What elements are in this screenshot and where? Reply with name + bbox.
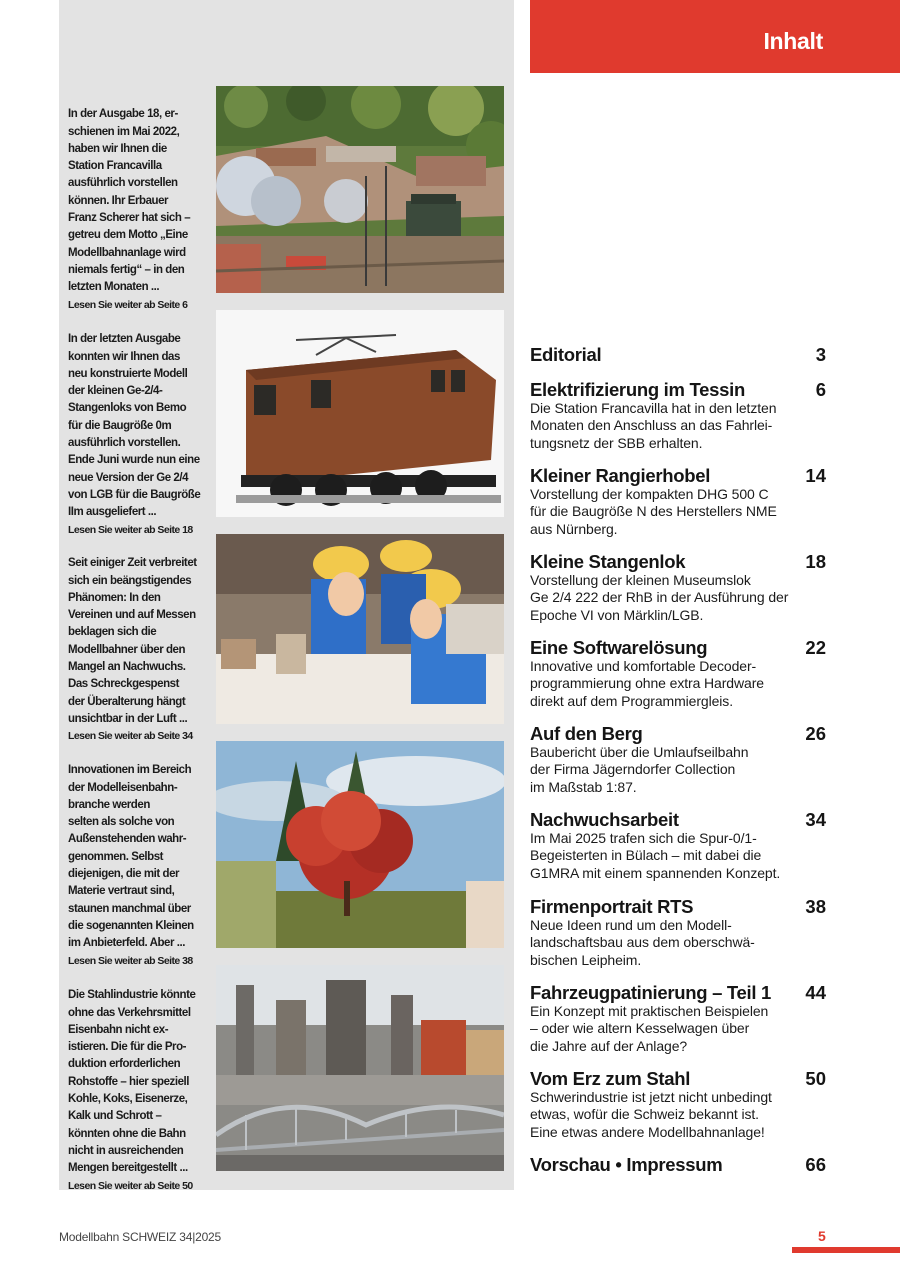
teaser-body: In der letzten Ausgabe konnten wir Ihnen das neu konstruierte Modell der kleinen Ge-2/4- Stangenloks von Bemo für die Baugröße 0m ausführlich vorstellen. Ende Juni wurde nun eine neue Version der Ge 2/4 von LGB für die Baugröße IIm ausgeliefert ... (68, 333, 201, 519)
toc-description: Vorstellung der kompakten DHG 500 C für die Baugröße N des Herstellers NME aus Nürnberg. (530, 486, 777, 537)
red-model-tree-photo[interactable] (216, 741, 504, 948)
toc-page-number: 6 (815, 379, 826, 400)
teaser-body: Die Stahlindustrie könnte ohne das Verkehrsmittel Eisenbahn nicht ex- istieren. Die für die Pro- duktion erforderlichen Rohstoffe – hier speziell Kohle, Koks, Eisenerze, Kalk und Schrott – könnten ohne die Bahn nicht in ausreichenden Mengen bereitgestellt ... (68, 989, 196, 1175)
toc-description: Im Mai 2025 trafen sich die Spur-0/1- Begeisterten in Bülach – mit dabei die G1MRA mit einem spannenden Konzept. (530, 830, 781, 881)
toc-title: Fahrzeugpatinierung – Teil 1 (530, 982, 772, 1003)
teaser-read-more-link[interactable]: Lesen Sie weiter ab Seite 6 (68, 298, 188, 311)
teaser-text (68, 745, 204, 987)
teaser-read-more-link[interactable]: Lesen Sie weiter ab Seite 50 (68, 1179, 193, 1192)
toc-entry[interactable] (530, 344, 826, 366)
footer-accent-bar (792, 1247, 900, 1253)
toc-entry[interactable] (530, 723, 826, 796)
toc-description: Baubericht über die Umlaufseilbahn der Firma Jägerndorfer Collection im Maßstab 1:87. (530, 744, 749, 795)
toc-description: Innovative und komfortable Decoder- programmierung ohne extra Hardware direkt auf dem Programmiergleis. (530, 658, 764, 709)
toc-description: Vorstellung der kleinen Museumslok Ge 2/4 222 der RhB in der Ausführung der Epoche VI von Märklin/LGB. (530, 572, 789, 623)
footer-magazine-name: Modellbahn SCHWEIZ 34|2025 (59, 1230, 222, 1244)
toc-title: Kleiner Rangierhobel (530, 465, 711, 486)
toc-entry[interactable] (530, 1154, 826, 1176)
toc-title: Nachwuchsarbeit (530, 809, 679, 830)
toc-title: Eine Softwarelösung (530, 637, 708, 658)
brown-electric-locomotive-photo[interactable] (216, 310, 504, 517)
toc-entry[interactable] (530, 465, 826, 538)
toc-page-number: 44 (805, 982, 826, 1003)
toc-page-number: 66 (805, 1154, 826, 1175)
toc-title: Vorschau • Impressum (530, 1154, 723, 1175)
teaser-body: Innovationen im Bereich der Modelleisenbahn- branche werden selten als solche von Außenstehenden wahr- genommen. Selbst diejenigen, die mit der Materie vertraut sind, staunen manchmal über die sogenannten Kleinen im Anbieterfeld. Aber ... (68, 764, 194, 950)
steel-plant-model-photo[interactable] (216, 965, 504, 1171)
teaser-text (68, 538, 204, 763)
toc-entry[interactable] (530, 637, 826, 710)
children-building-models-photo[interactable] (216, 534, 504, 724)
teaser-column (59, 0, 514, 1190)
footer-page-number: 5 (818, 1228, 826, 1244)
toc-description: Schwerindustrie ist jetzt nicht unbedingt etwas, wofür die Schweiz bekannt ist. Eine etwas andere Modellbahnanlage! (530, 1089, 772, 1140)
teaser-read-more-link[interactable]: Lesen Sie weiter ab Seite 38 (68, 954, 193, 967)
section-header-bar (530, 0, 900, 73)
toc-page-number: 14 (805, 465, 826, 486)
teaser-text (68, 314, 204, 556)
toc-entry[interactable] (530, 1068, 826, 1141)
toc-title: Editorial (530, 344, 602, 365)
toc-page-number: 22 (805, 637, 826, 658)
toc-title: Kleine Stangenlok (530, 551, 686, 572)
toc-title: Auf den Berg (530, 723, 643, 744)
toc-title: Elektrifizierung im Tessin (530, 379, 745, 400)
toc-entry[interactable] (530, 896, 826, 969)
toc-page-number: 26 (805, 723, 826, 744)
teaser-body: Seit einiger Zeit verbreitet sich ein beängstigendes Phänomen: In den Vereinen und auf Messen beklagen sich die Modellbahner über den Mangel an Nachwuchs. Das Schreckgespenst der Überalterung hängt unsichtbar in der Luft ... (68, 557, 197, 725)
toc-description: Neue Ideen rund um den Modell- landschaftsbau aus dem oberschwä- bischen Leipheim. (530, 917, 755, 968)
toc-entry[interactable] (530, 379, 826, 452)
toc-page-number: 18 (805, 551, 826, 572)
toc-page-number: 38 (805, 896, 826, 917)
teaser-text (68, 970, 204, 1212)
toc-page-number: 3 (815, 344, 826, 365)
model-railway-station-photo[interactable] (216, 86, 504, 293)
teaser-body: In der Ausgabe 18, er- schienen im Mai 2022, haben wir Ihnen die Station Francavilla ausführlich vorstellen können. Ihr Erbauer Franz Scherer hat sich – getreu dem Motto „Eine Modellbahnanlage wird niemals fertig“ – in den letzten Monaten ... (68, 108, 191, 294)
section-title: Inhalt (763, 28, 823, 54)
toc-entry[interactable] (530, 809, 826, 882)
toc-description: Ein Konzept mit praktischen Beispielen – oder wie altern Kesselwagen über die Jahre auf der Anlage? (530, 1003, 769, 1054)
toc-description: Die Station Francavilla hat in den letzten Monaten den Anschluss an das Fahrlei- tungsnetz der SBB erhalten. (530, 400, 777, 451)
toc-page-number: 34 (805, 809, 826, 830)
toc-entry[interactable] (530, 982, 826, 1055)
toc-title: Firmenportrait RTS (530, 896, 694, 917)
toc-title: Vom Erz zum Stahl (530, 1068, 691, 1089)
teaser-read-more-link[interactable]: Lesen Sie weiter ab Seite 34 (68, 730, 193, 743)
teaser-text (68, 89, 204, 331)
toc-entry[interactable] (530, 551, 826, 624)
toc-page-number: 50 (805, 1068, 826, 1089)
teaser-read-more-link[interactable]: Lesen Sie weiter ab Seite 18 (68, 523, 193, 536)
